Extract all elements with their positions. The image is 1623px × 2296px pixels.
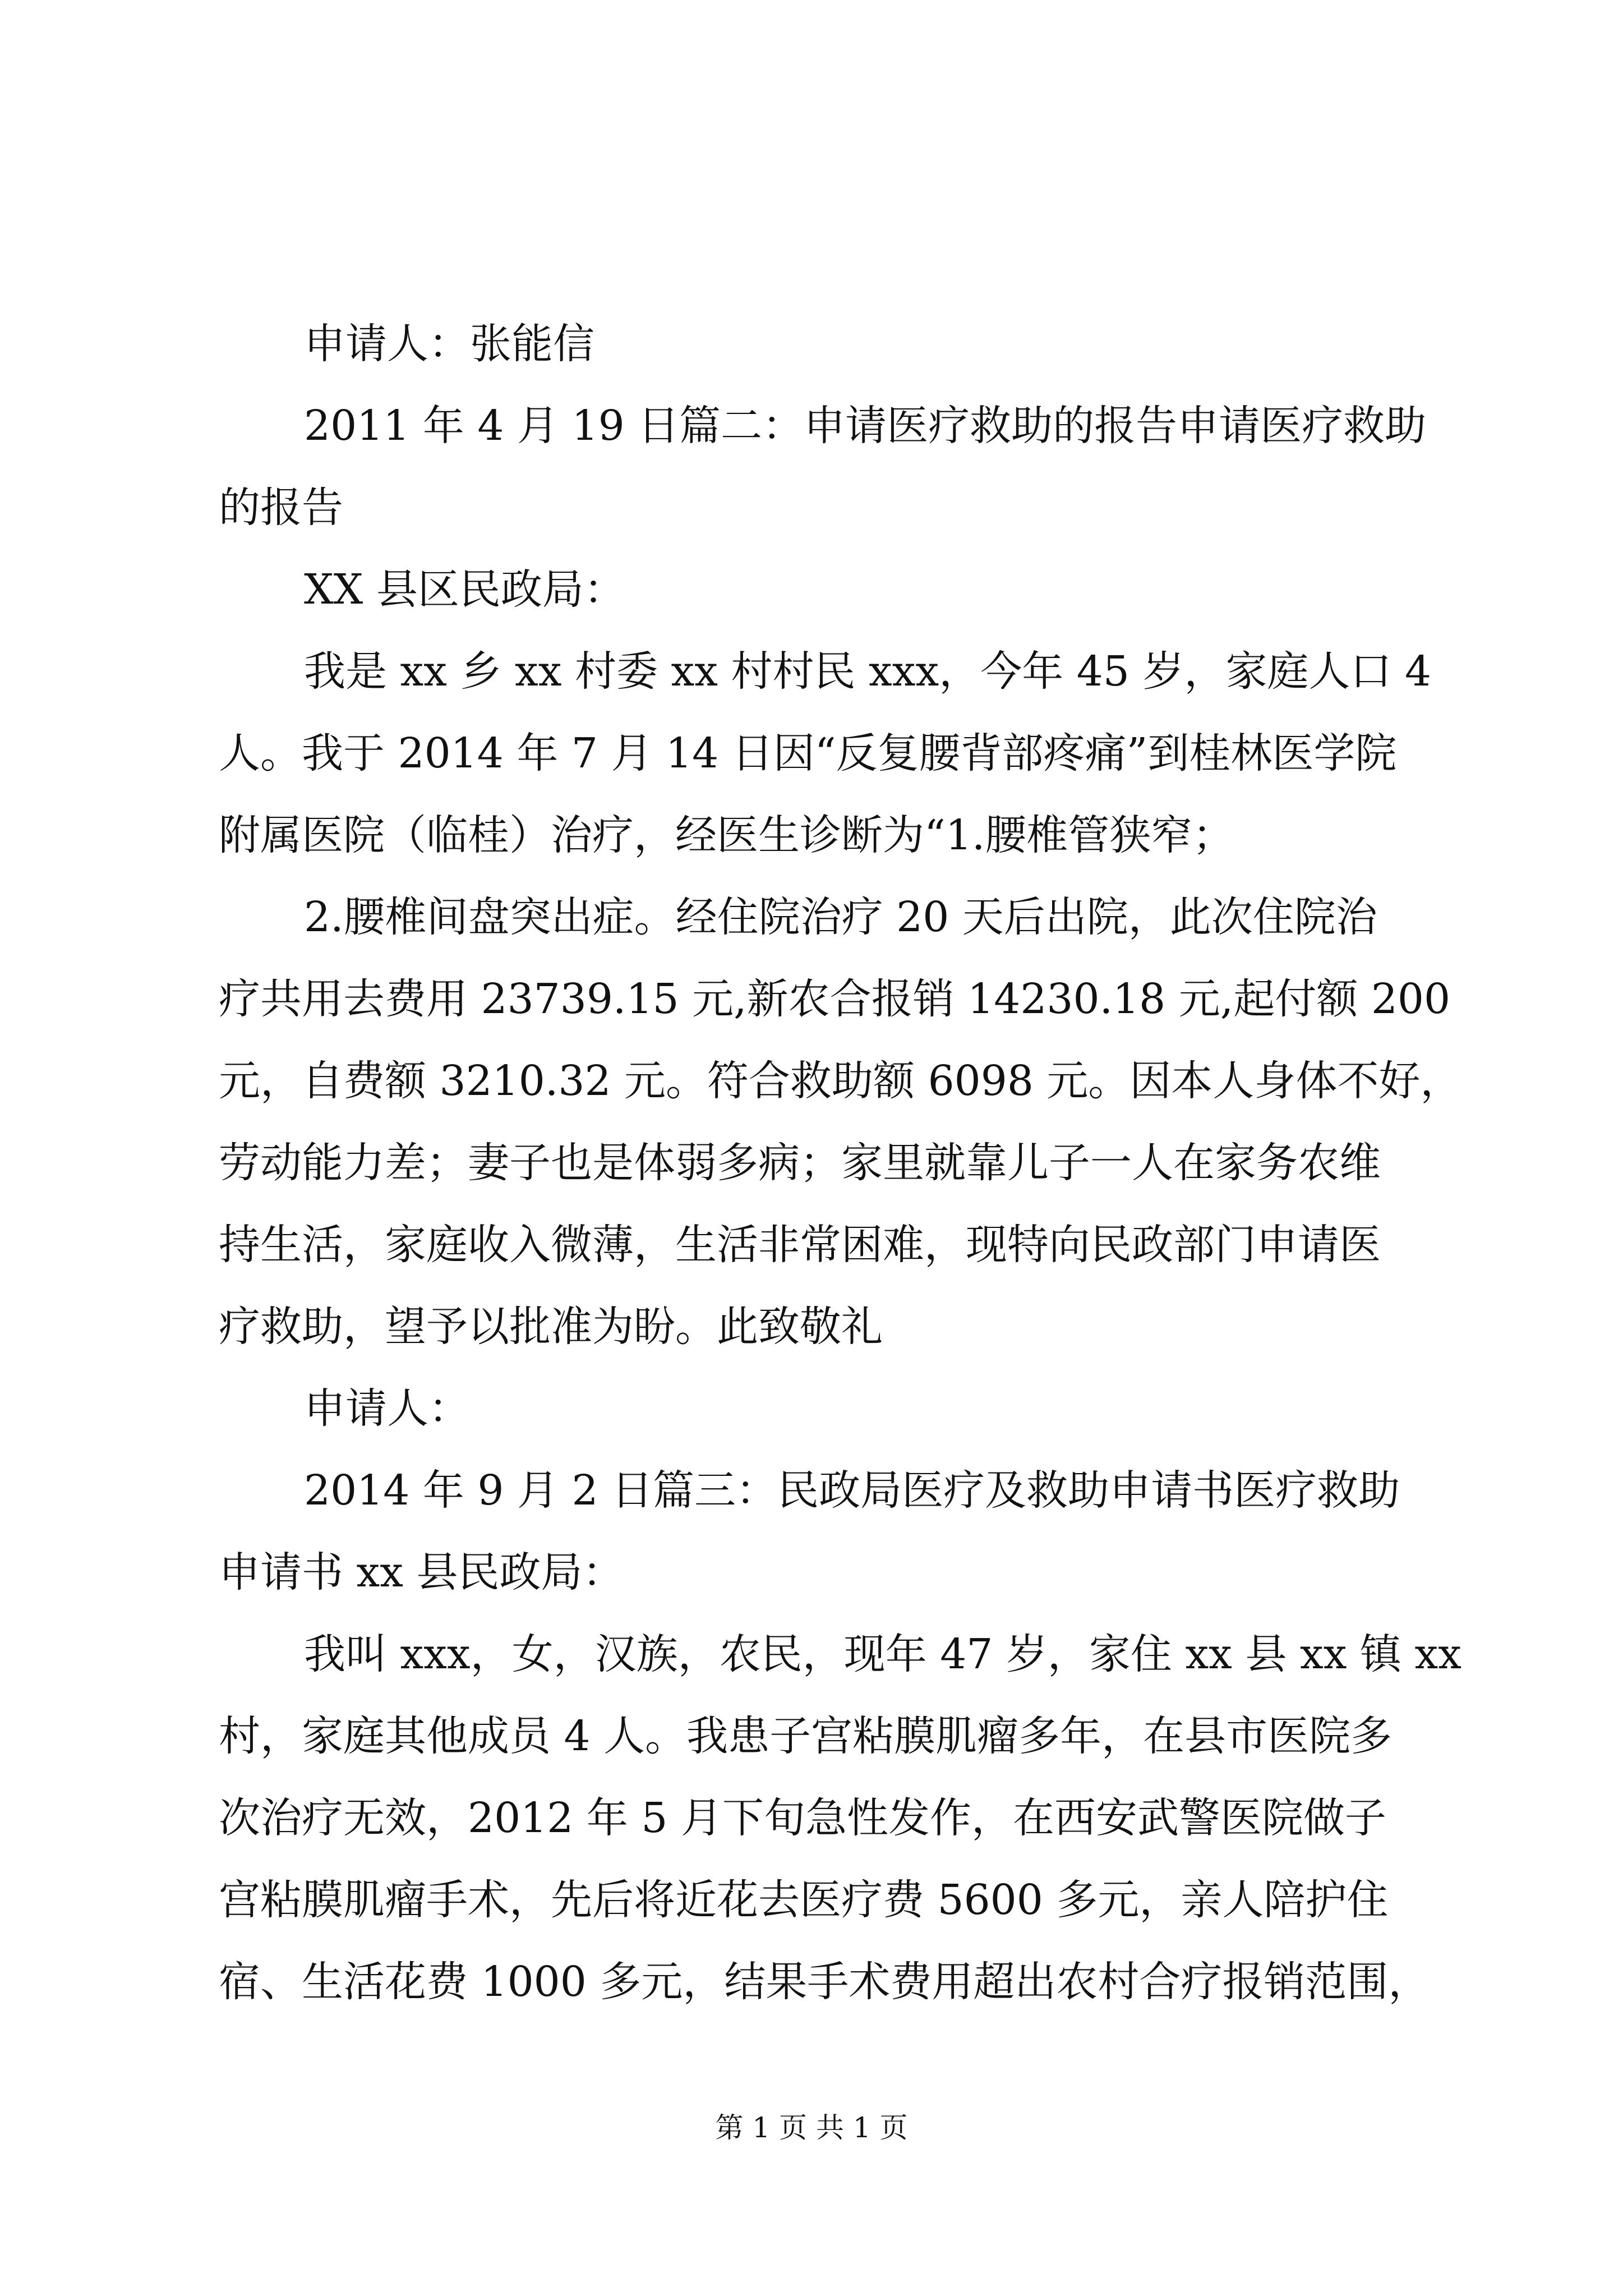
- text-line: 我叫 xxx，女，汉族，农民，现年 47 岁，家住 xx 县 xx 镇 xx: [304, 1630, 1461, 1678]
- page-number-footer: 第 1 页 共 1 页: [715, 2111, 908, 2144]
- text-line: 劳动能力差；妻子也是体弱多病；家里就靠儿子一人在家务农维: [219, 1139, 1381, 1187]
- text-line: 疗共用去费用 23739.15 元,新农合报销 14230.18 元,起付额 200: [219, 975, 1451, 1023]
- text-line: 村，家庭其他成员 4 人。我患子宫粘膜肌瘤多年，在县市医院多: [219, 1712, 1393, 1760]
- text-line: 次治疗无效，2012 年 5 月下旬急性发作，在西安武警医院做子: [219, 1794, 1386, 1842]
- text-line: 我是 xx 乡 xx 村委 xx 村村民 xxx，今年 45 岁，家庭人口 4: [304, 647, 1432, 696]
- text-line: 持生活，家庭收入微薄，生活非常困难，现特向民政部门申请医: [219, 1221, 1381, 1269]
- text-line: 的报告: [219, 484, 343, 532]
- text-line: 申请人：张能信: [304, 320, 594, 368]
- text-line: 2.腰椎间盘突出症。经住院治疗 20 天后出院，此次住院治: [304, 893, 1377, 941]
- text-line: 宫粘膜肌瘤手术，先后将近花去医疗费 5600 多元，亲人陪护住: [219, 1876, 1389, 1924]
- text-line: 疗救助，望予以批准为盼。此致敬礼: [219, 1303, 883, 1351]
- text-line: XX 县区民政局：: [304, 565, 625, 614]
- text-line: 宿、生活花费 1000 多元，结果手术费用超出农村合疗报销范围，: [219, 1958, 1430, 2006]
- text-line: 附属医院（临桂）治疗，经医生诊断为“1.腰椎管狭窄；: [219, 811, 1234, 859]
- text-line: 2011 年 4 月 19 日篇二：申请医疗救助的报告申请医疗救助: [304, 402, 1427, 450]
- document-body: [219, 303, 1462, 2023]
- text-line: 申请书 xx 县民政局：: [219, 1548, 624, 1596]
- text-line: 申请人：: [304, 1384, 470, 1433]
- text-line: 人。我于 2014 年 7 月 14 日因“反复腰背部疼痛”到桂林医学院: [219, 729, 1397, 777]
- text-line: 元，自费额 3210.32 元。符合救助额 6098 元。因本人身体不好，: [219, 1057, 1462, 1105]
- text-line: 2014 年 9 月 2 日篇三：民政局医疗及救助申请书医疗救助: [304, 1466, 1400, 1515]
